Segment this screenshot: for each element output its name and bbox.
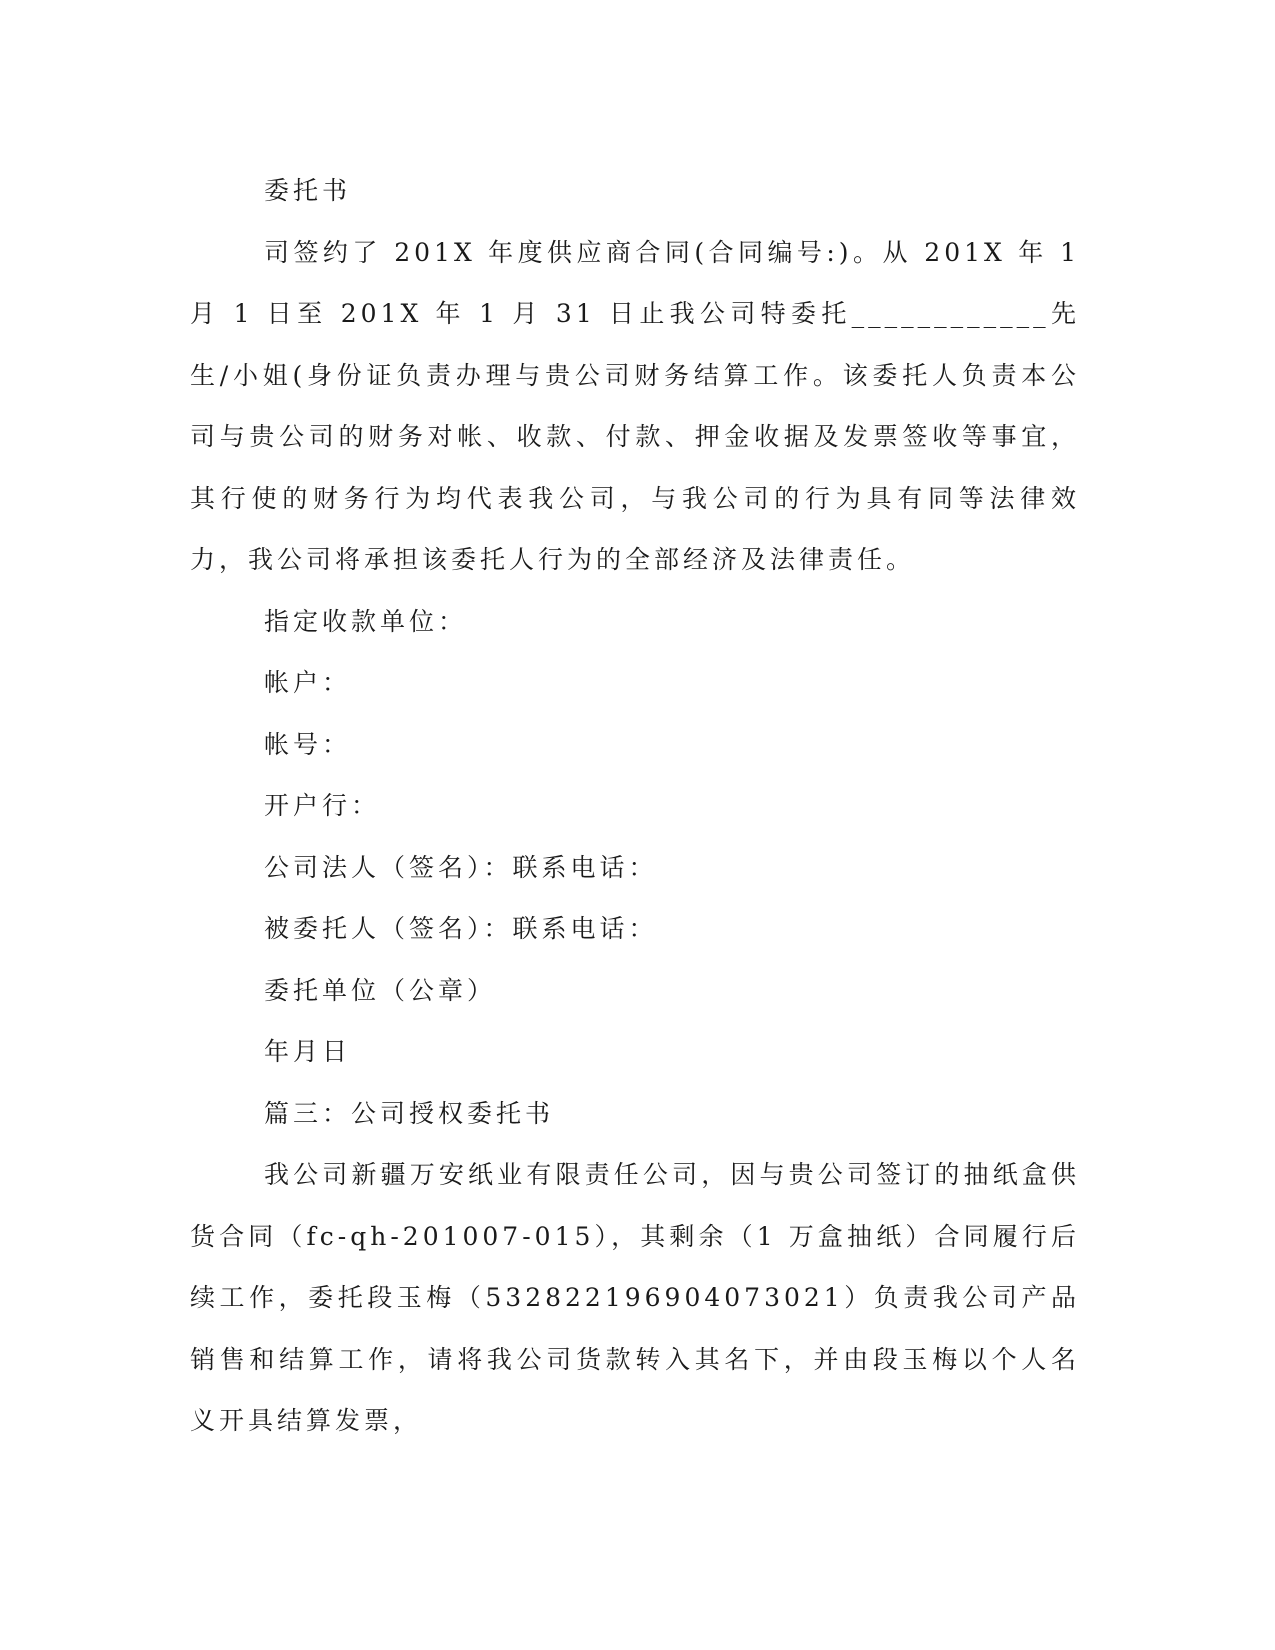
field-payee-unit: 指定收款单位： xyxy=(264,606,468,636)
field-account-name: 帐户： xyxy=(264,668,352,697)
section-title-entrustment: 委托书 xyxy=(264,176,352,205)
field-account-number: 帐号： xyxy=(264,729,352,759)
field-company-seal: 委托单位（公章） xyxy=(264,975,497,1005)
entrustment-paragraph: 司签约了 201X 年度供应商合同(合同编号:)。从 201X 年 1 月 1 日至 201X 年 1 月 31 日止我公司特委托____________先生/小姐(身份证负责办理与贵公司财务结算工作。该委托人负责本公司与贵公司的财务对帐、收款、付款、押金收据及发票签收等事宜，其行使的财务行为均代表我公司，与我公司的行为具有同等法律效力，我公司将承担该委托人行为的全部经济及法律责任。 xyxy=(190,237,1080,574)
field-date: 年月日 xyxy=(264,1037,352,1066)
field-trustee-signature: 被委托人（签名）：联系电话： xyxy=(264,914,658,943)
field-legal-person-signature: 公司法人（签名）：联系电话： xyxy=(264,852,658,882)
field-bank: 开户行： xyxy=(264,791,381,820)
authorization-paragraph: 我公司新疆万安纸业有限责任公司，因与贵公司签订的抽纸盒供货合同（fc-qh-201007-015），其剩余（1 万盒抽纸）合同履行后续工作，委托段玉梅（532822196904073021）负责我公司产品销售和结算工作，请将我公司货款转入其名下，并由段玉梅以个人名义开具结算发票， xyxy=(190,1160,1080,1435)
section-title-authorization: 篇三：公司授权委托书 xyxy=(264,1098,555,1128)
document-body xyxy=(190,160,1080,1452)
